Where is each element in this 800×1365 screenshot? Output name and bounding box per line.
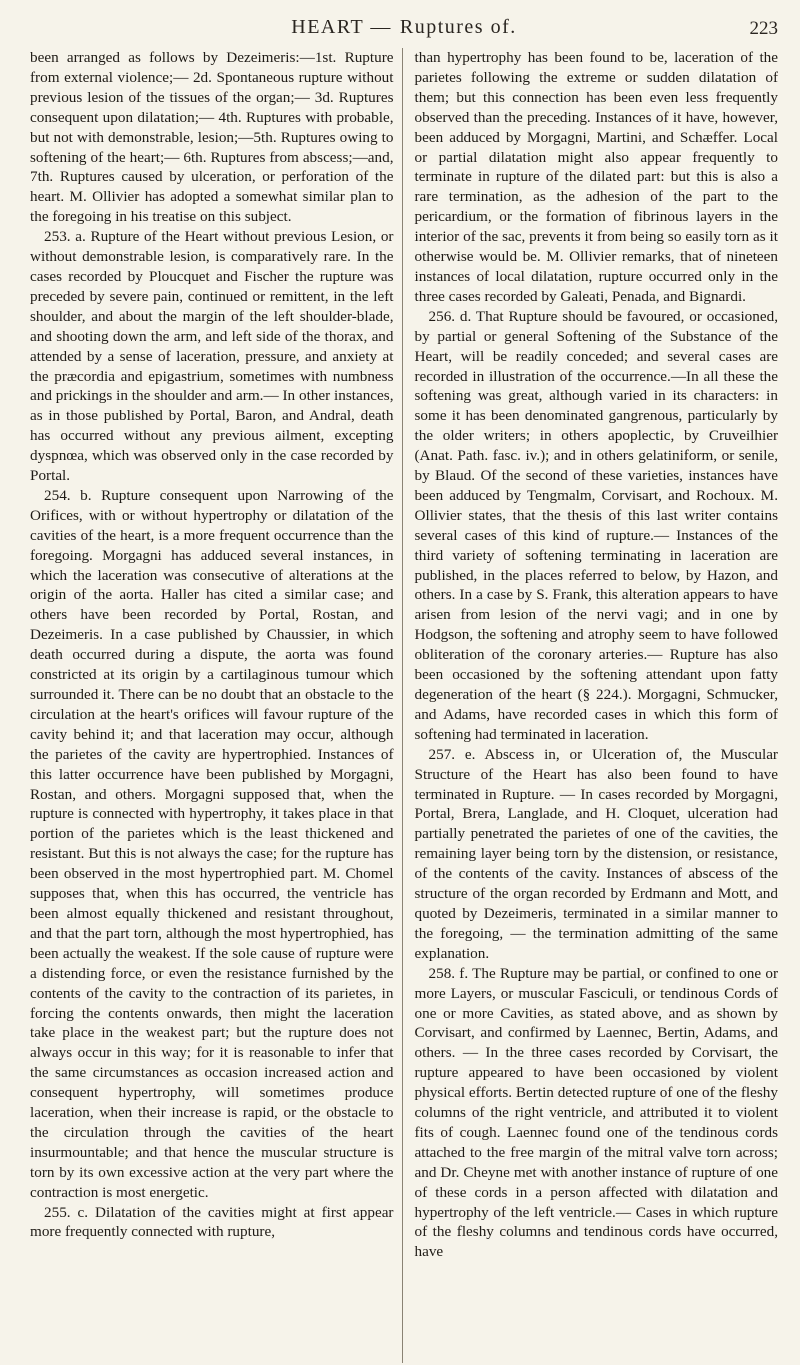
running-head-right: Ruptures of. bbox=[399, 16, 517, 38]
running-head bbox=[30, 16, 778, 46]
running-head-left: HEART — bbox=[291, 16, 392, 38]
column-rule bbox=[402, 48, 403, 1363]
paragraph: 254. b. Rupture consequent upon Narrowing of the Orifices, with or without hypertrophy or dilatation of the cavities of the heart, is a more frequent occurrence than the foregoing. Morgagni has adduced several instances, in which the laceration was consecutive of alterations at the origin of the aorta. Haller has cited a similar case; and others have been recorded by Portal, Rostan, and Dezeimeris. In a case published by Chaussier, in which death occurred during a dispute, the aorta was found constricted at its origin by a cartilaginous tumour which surrounded it. There can be no doubt that an obstacle to the circulation at the heart's orifices will favour rupture of the cavity behind it; and that laceration may occur, although the parietes of the cavity are hypertrophied. Instances of this latter occurrence have been published by Morgagni, Rostan, and others. Morgagni supposed that, when the rupture is connected with hypertrophy, it takes place in that portion of the parietes which is the least thickened and resistant. But this is not always the case; for the rupture has been observed in the most hypertrophied part. M. Chomel supposes that, when this has occurred, the ventricle has been almost equally thickened and resistant throughout, and that the part torn, although the most hypertrophied, has been actually the weakest. If the sole cause of rupture were a distending force, or even the resistance furnished by the contents of the cavity to the contraction of its parietes, in forcing the contents onwards, then might the laceration take place in the weakest part; but the rupture does not always occur in this way; for it is reasonable to infer that the same circumstances as occasion increased action and consequent hypertrophy, will sometimes produce laceration, when their increase is rapid, or the obstacle to the circulation through the cavities of the heart insurmountable; and that hence the muscular structure is torn by its own excessive action at the very part where the contraction is most energetic. bbox=[30, 486, 394, 1201]
paragraph: 253. a. Rupture of the Heart without previous Lesion, or without demonstrable lesion, is comparatively rare. In the cases recorded by Ploucquet and Fischer the rupture was preceded by severe pain, continued or remittent, in the left shoulder, and about the margin of the left shoulder-blade, and shooting down the arm, and left side of the thorax, and attended by a sense of laceration, pressure, and anxiety at the præcordia and epigastrium, sometimes with numbness and prickings in the shoulder and arm.— In other instances, as in those published by Portal, Baron, and Andral, death has occurred without any previous ailment, excepting dyspnœa, which was observed only in the case recorded by Portal. bbox=[30, 228, 394, 485]
paragraph: 256. d. That Rupture should be favoured, or occasioned, by partial or general Softening of the Substance of the Heart, will be readily conceded; and several cases are recorded in illustration of the occurrence.—In all these the softening was great, although varied in its characters: in some it has been denominated gangrenous, particularly by the older writers; in others apoplectic, by Cruveilhier (Anat. Path. fasc. iv.); and in others gelatiniform, or senile, by Blaud. Of the second of these varieties, instances have been adduced by Tengmalm, Corvisart, and Rochoux. M. Ollivier states, that the thesis of this last writer contains several cases of this kind of rupture.— Instances of the third variety of softening terminating in laceration are published, in the places referred to below, by Hazon, and others. In a case by S. Frank, this alteration appears to have arisen from lesion of the nervi vagi; and in one by Hodgson, the softening and atrophy seem to have followed obliteration of the coronary arteries.— Rupture has also been occasioned by the softening attendant upon fatty degeneration of the heart (§ 224.). Morgagni, Schmucker, and Adams, have recorded cases in which this form of softening had terminated in laceration. bbox=[414, 307, 778, 743]
paragraph: 255. c. Dilatation of the cavities might at first appear more frequently connected with rupture, bbox=[30, 1203, 394, 1241]
paragraph: than hypertrophy has been found to be, laceration of the parietes following the extreme or sudden dilatation of them; but this connection has been even less frequently observed than the preceding. Instances of it have, however, been adduced by Morgagni, Martini, and Schæffer. Local or partial dilatation might also appear frequently to terminate in rupture of the dilated part: but this is also a rare termination, as the adhesion of the part to the pericardium, or the formation of fibrinous layers in the interior of the sac, prevents it from being so easily torn as it otherwise would be. M. Ollivier remarks, that of nineteen instances of local dilatation, rupture occurred only in the three cases recorded by Galeati, Penada, and Bignardi. bbox=[414, 49, 778, 305]
right-column bbox=[411, 48, 779, 1363]
paragraph: 257. e. Abscess in, or Ulceration of, the Muscular Structure of the Heart has also been found to have terminated in Rupture. — In cases recorded by Morgagni, Portal, Brera, Langlade, and H. Cloquet, ulceration had partially penetrated the parietes of one of the cavities, the remaining layer being torn by the distension, or resistance, of the contents of the cavity. Instances of abscess of the structure of the organ recorded by Erdmann and Mott, and quoted by Dezeimeris, terminated in a similar manner to the foregoing, — the termination admitting of the same explanation. bbox=[414, 745, 778, 962]
paragraph: 258. f. The Rupture may be partial, or confined to one or more Layers, or muscular Fasciculi, or tendinous Cords of one or more Cavities, as stated above, and as shown by Corvisart, and confirmed by Laennec, Bertin, Adams, and others. — In the three cases recorded by Corvisart, the rupture appeared to have been occasioned by violent physical efforts. Bertin detected rupture of one of the fleshy columns of the right ventricle, and attributed it to violent fits of cough. Laennec found one of the tendinous cords attached to the free margin of the mitral valve torn across; and Dr. Cheyne met with another instance of rupture of one of these cords in a person affected with dilatation and hypertrophy of the left ventricle.— Cases in which rupture of the fleshy columns and tendinous cords have occurred, have bbox=[414, 964, 778, 1261]
text-columns bbox=[30, 48, 778, 1363]
paragraph: been arranged as follows by Dezeimeris:—1st. Rupture from external violence;— 2d. Spontaneous rupture without previous lesion of the tissues of the organ;— 3d. Ruptures consequent upon dilatation;— 4th. Ruptures with probable, but not with demonstrable, lesion;—5th. Ruptures owing to softening of the heart;— 6th. Ruptures from abscess;—and, 7th. Ruptures caused by ulceration, or perforation of the heart. M. Ollivier has adopted a somewhat similar plan to the foregoing in his treatise on this subject. bbox=[30, 49, 394, 226]
page-number: 223 bbox=[749, 18, 778, 39]
left-column bbox=[30, 48, 402, 1363]
